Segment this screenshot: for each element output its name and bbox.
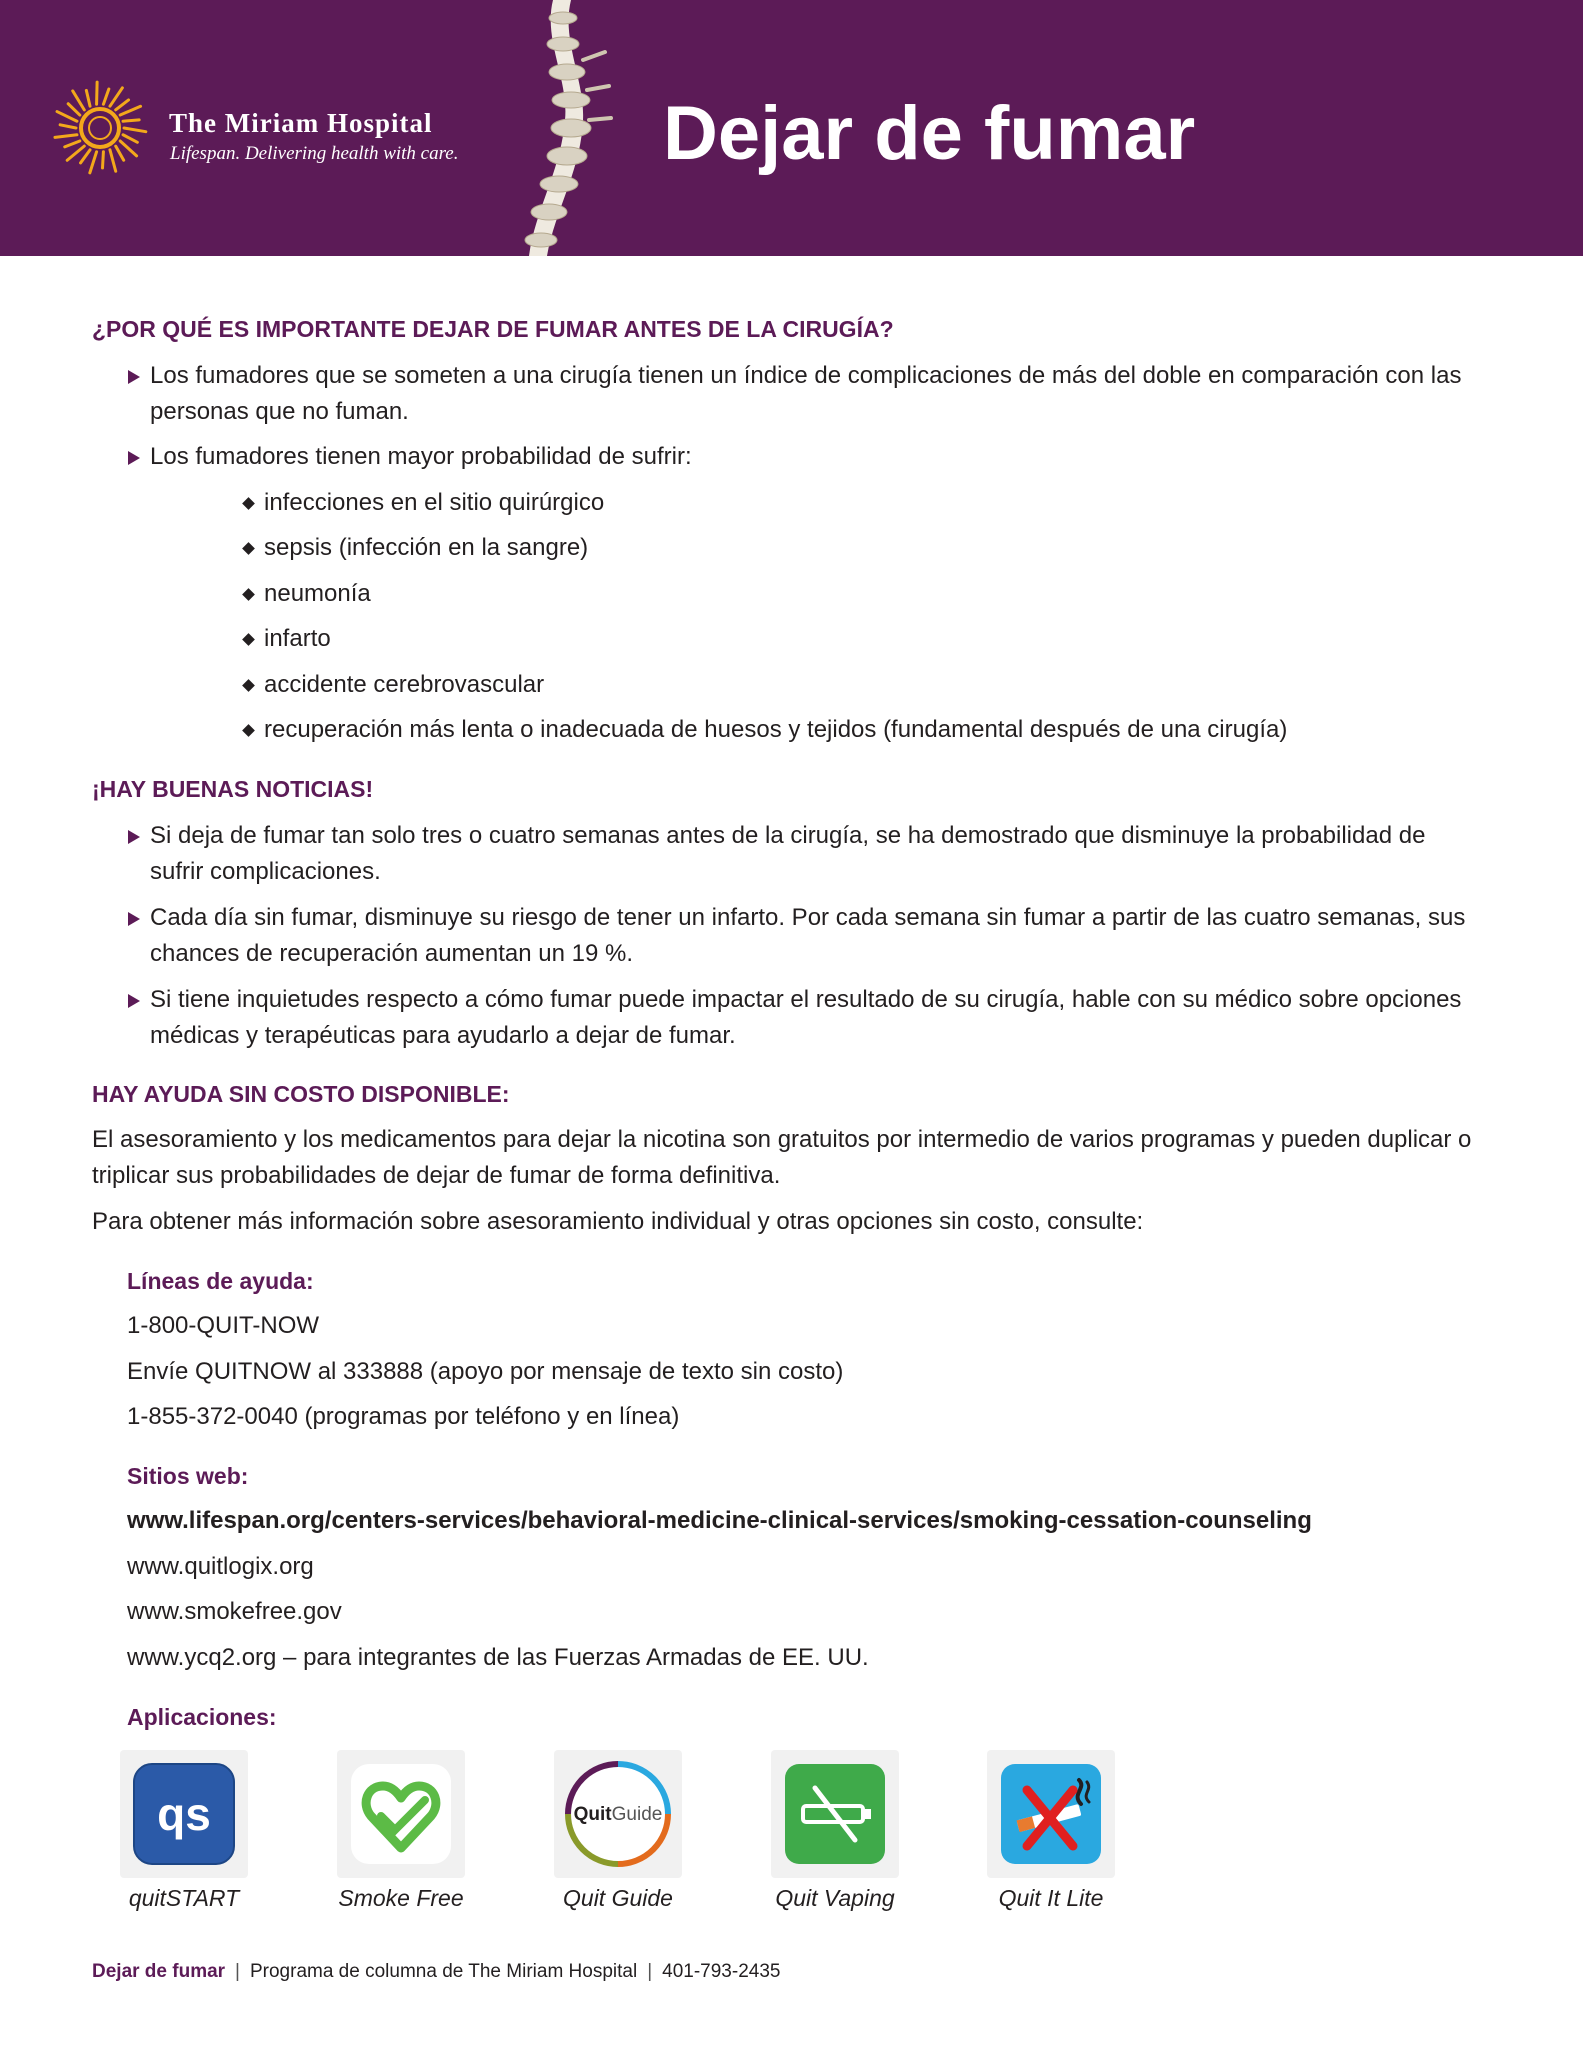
footer-phone: 401-793-2435 [662, 1961, 781, 1982]
sun-ray [123, 120, 139, 121]
website-link[interactable]: www.ycq2.org – para integrantes de las Fuerzas Armadas de EE. UU. [127, 1644, 869, 1671]
arrow-bullet-icon [128, 451, 140, 465]
sub-list-item: sepsis (infección en la sangre) [244, 530, 588, 566]
diamond-bullet-icon [242, 588, 255, 601]
section-heading-why: ¿POR QUÉ ES IMPORTANTE DEJAR DE FUMAR ANTES DE LA CIRUGÍA? [92, 316, 894, 342]
arrow-bullet-icon [128, 830, 140, 844]
sun-ray [116, 146, 124, 160]
arrow-bullet-icon [128, 912, 140, 926]
section-heading-good-news: ¡HAY BUENAS NOTICIAS! [92, 776, 374, 802]
smoke-free-app-icon[interactable] [337, 1750, 465, 1878]
helpline-item: Envíe QUITNOW al 333888 (apoyo por mensaje de texto sin costo) [127, 1358, 844, 1385]
bullet-item: Si tiene inquietudes respecto a cómo fumar puede impactar el resultado de su cirugía, hable con su médico sobre opciones médicas y terapéuticas para ayudarlo a dejar de fumar. [128, 982, 1468, 1054]
sun-ray [120, 106, 140, 115]
page-title: Dejar de fumar [663, 91, 1196, 176]
helplines-heading: Líneas de ayuda: [127, 1268, 314, 1294]
quit-guide-icon-text: Guide [611, 1804, 663, 1825]
bullet-item: Los fumadores tienen mayor probabilidad de sufrir: [128, 439, 1468, 475]
bullet-item: Cada día sin fumar, disminuye su riesgo de tener un infarto. Por cada semana sin fumar a partir de las cuatro semanas, sus chances de recuperación aumentan un 19 %. [128, 900, 1468, 972]
app-label: Smoke Free [338, 1885, 464, 1911]
diamond-bullet-icon [242, 679, 255, 692]
footer-separator: | [235, 1961, 240, 1982]
sun-ray [57, 112, 77, 122]
quit-it-lite-app-icon[interactable] [987, 1750, 1115, 1878]
quit-guide-app-icon[interactable] [554, 1750, 682, 1878]
app-label: quitSTART [128, 1885, 240, 1911]
sun-ray [86, 90, 90, 106]
websites-heading: Sitios web: [127, 1463, 249, 1489]
intro-paragraph: El asesoramiento y los medicamentos para dejar la nicotina son gratuitos por intermedio de varios programas y pueden duplicar o triplicar sus probabilidades de dejar de fumar de forma definitiva. [92, 1126, 1472, 1189]
sub-list-item: neumonía [244, 576, 371, 612]
sun-ray [110, 88, 122, 106]
section-heading-free-help: HAY AYUDA SIN COSTO DISPONIBLE: [92, 1081, 510, 1107]
app-label: Quit It Lite [998, 1885, 1104, 1911]
header-banner [0, 0, 1583, 256]
sun-ray [116, 100, 129, 110]
quit-vaping-app-icon[interactable] [771, 1750, 899, 1878]
sun-ray [124, 128, 146, 132]
website-link[interactable]: www.lifespan.org/centers-services/behavioral-medicine-clinical-services/smoking-cessation-counseling [127, 1507, 1312, 1534]
sun-ray [68, 104, 80, 115]
sun-ray [81, 150, 91, 163]
sub-list-item: accidente cerebrovascular [244, 667, 544, 703]
sub-list-item: infecciones en el sitio quirúrgico [244, 485, 604, 521]
helpline-item: 1-855-372-0040 (programas por teléfono y en línea) [127, 1403, 680, 1430]
svg-text:QuitGuide [574, 1804, 663, 1825]
sun-ray [65, 141, 80, 147]
arrow-bullet-icon [128, 370, 140, 384]
quitstart-icon-text: qs [157, 1788, 211, 1840]
sun-ray [123, 135, 137, 143]
sub-list-item: recuperación más lenta o inadecuada de huesos y tejidos (fundamental después de una cirugía) [244, 712, 1287, 748]
sun-ray [60, 125, 76, 128]
website-link[interactable]: www.quitlogix.org [127, 1553, 314, 1580]
sun-ray [110, 150, 116, 171]
diamond-bullet-icon [242, 542, 255, 555]
arrow-bullet-icon [128, 994, 140, 1008]
sub-list-item: infarto [244, 621, 331, 657]
footer-program: Programa de columna de The Miriam Hospital [249, 1961, 638, 1982]
sun-ray [103, 89, 108, 104]
hospital-name: The Miriam Hospital [169, 108, 433, 138]
diamond-bullet-icon [242, 724, 255, 737]
quit-guide-icon-text: Quit [573, 1804, 612, 1825]
quitstart-app-icon[interactable] [120, 1750, 248, 1878]
sun-ray [67, 146, 84, 160]
sun-logo-icon [50, 78, 150, 178]
sun-ray [55, 135, 77, 138]
spine-image [505, 0, 615, 256]
footer-separator: | [647, 1961, 653, 1982]
sun-ray [120, 141, 136, 156]
sun-ray [73, 91, 85, 110]
footer-title: Dejar de fumar [92, 1961, 226, 1982]
intro-paragraph: Para obtener más información sobre asesoramiento individual y otras opciones sin costo, consulte: [92, 1208, 1144, 1235]
diamond-bullet-icon [242, 633, 255, 646]
helpline-item: 1-800-QUIT-NOW [127, 1312, 320, 1339]
hospital-tagline: Lifespan. Delivering health with care. [170, 143, 459, 164]
app-label: Quit Vaping [775, 1885, 895, 1911]
website-link[interactable]: www.smokefree.gov [127, 1598, 342, 1625]
sun-ray [97, 82, 98, 104]
sun-ray [90, 152, 97, 173]
sun-ray [103, 152, 104, 168]
app-label: Quit Guide [563, 1885, 673, 1911]
apps-heading: Aplicaciones: [127, 1704, 277, 1730]
footer [92, 1961, 780, 1983]
diamond-bullet-icon [242, 497, 255, 510]
bullet-item: Si deja de fumar tan solo tres o cuatro semanas antes de la cirugía, se ha demostrado que disminuye la probabilidad de sufrir complicaciones. [128, 818, 1468, 890]
bullet-item: Los fumadores que se someten a una cirugía tienen un índice de complicaciones de más del doble en comparación con las personas que no fuman. [128, 358, 1468, 430]
